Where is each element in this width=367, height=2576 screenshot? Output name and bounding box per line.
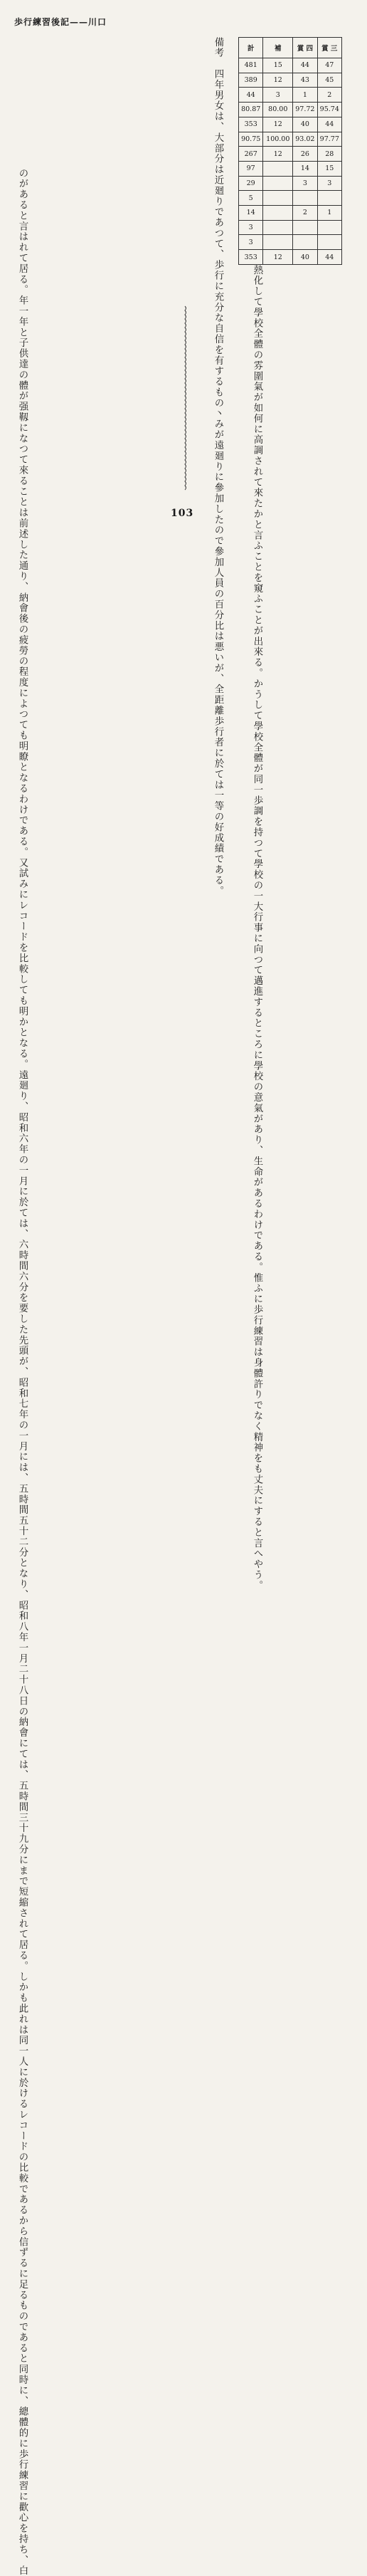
table-row bbox=[239, 206, 342, 221]
table-cell bbox=[263, 176, 293, 191]
column-header: 補 bbox=[263, 38, 293, 58]
table-cell: 97.77 bbox=[317, 132, 341, 147]
table-row bbox=[239, 250, 342, 265]
table-cell: 45 bbox=[317, 73, 341, 88]
table-row bbox=[239, 132, 342, 147]
table-row bbox=[239, 58, 342, 73]
table-row bbox=[239, 88, 342, 103]
running-header: 歩行練習後記——川口 bbox=[14, 17, 107, 27]
table-cell: 5 bbox=[239, 191, 263, 206]
table-cell: 3 bbox=[239, 220, 263, 235]
table-cell: 2 bbox=[317, 88, 341, 103]
table-cell bbox=[263, 206, 293, 221]
table-cell: 389 bbox=[239, 73, 263, 88]
table-row bbox=[239, 220, 342, 235]
wavy-divider bbox=[181, 306, 188, 490]
table-cell: 15 bbox=[317, 161, 341, 176]
table-cell: 1 bbox=[317, 206, 341, 221]
table-row bbox=[239, 176, 342, 191]
table-cell: 14 bbox=[293, 161, 317, 176]
page-number: 103 bbox=[171, 508, 194, 519]
table-cell: 80.00 bbox=[263, 103, 293, 117]
table-cell: 3 bbox=[293, 176, 317, 191]
closing-paragraph: 熱化して學校全體の雰圍氣が如何に高調されて來たかと言ふことを窺ふことが出來る。かうして學校全體が同一歩調を持つて學校の一大行事に向つて邁進するところに學校の意氣があり、生命があるわけである。惟ふに歩行練習は身體許りでなく精神をも丈夫にすると言へやう。 bbox=[252, 265, 262, 1591]
table-cell: 100.00 bbox=[263, 132, 293, 147]
table-cell: 95.74 bbox=[317, 103, 341, 117]
column-header: 賞 三 bbox=[317, 38, 341, 58]
table-row bbox=[239, 73, 342, 88]
table-cell: 267 bbox=[239, 147, 263, 162]
table-cell: 481 bbox=[239, 58, 263, 73]
column-header: 計 bbox=[239, 38, 263, 58]
table-cell: 29 bbox=[239, 176, 263, 191]
table-cell: 44 bbox=[317, 250, 341, 265]
table-row bbox=[239, 103, 342, 117]
table-cell: 1 bbox=[293, 88, 317, 103]
table-cell: 47 bbox=[317, 58, 341, 73]
table-cell: 80.87 bbox=[239, 103, 263, 117]
body-text: のがあると言はれて居る。年一年と子供達の體が强靱になつて來ることは前述した通り、納會後の疲勞の程度によつても明瞭となるわけである。又試みにレコードを比較しても明かとなる。遠廻り、昭和六年の一月に於ては、六時間六分を要した先頭が、昭和七年の一月には、五時間五十二分となり、昭和八年一月二十八日の納會にては、五時間三十九分にまで短縮されて居る。しかも此れは同一人に於けるレコードの比較であるから信ずるに足るものであると同時に、總體的に歩行練習に歡心を持ち、白 bbox=[17, 168, 28, 2576]
table-cell: 12 bbox=[263, 250, 293, 265]
table-row bbox=[239, 235, 342, 250]
table-cell bbox=[293, 191, 317, 206]
table-body bbox=[239, 38, 342, 265]
table-cell: 90.75 bbox=[239, 132, 263, 147]
table-cell: 44 bbox=[293, 58, 317, 73]
table-cell bbox=[317, 220, 341, 235]
table-cell: 93.02 bbox=[293, 132, 317, 147]
table-cell: 353 bbox=[239, 250, 263, 265]
table-cell bbox=[317, 235, 341, 250]
table-cell: 44 bbox=[239, 88, 263, 103]
table-row bbox=[239, 161, 342, 176]
table-cell: 44 bbox=[317, 117, 341, 132]
table-cell bbox=[263, 235, 293, 250]
statistics-table bbox=[238, 37, 342, 265]
table-cell: 97.72 bbox=[293, 103, 317, 117]
remarks-note: 備考 四年男女は、大部分は近廻りであつて、歩行に充分な自信を有するもの丶みが遠廻りに參加したので參加人員の百分比は悪いが、全距離歩行者に於ては一等の好成績である。 bbox=[213, 37, 223, 896]
table-cell: 353 bbox=[239, 117, 263, 132]
table-cell bbox=[293, 235, 317, 250]
table-cell: 14 bbox=[239, 206, 263, 221]
table-cell: 15 bbox=[263, 58, 293, 73]
table-cell: 2 bbox=[293, 206, 317, 221]
table-cell bbox=[293, 220, 317, 235]
table-cell bbox=[263, 191, 293, 206]
table-cell: 40 bbox=[293, 117, 317, 132]
table-cell: 12 bbox=[263, 117, 293, 132]
table-row bbox=[239, 191, 342, 206]
table-cell: 26 bbox=[293, 147, 317, 162]
table-row bbox=[239, 147, 342, 162]
table-cell: 3 bbox=[239, 235, 263, 250]
column-header: 賞 四 bbox=[293, 38, 317, 58]
table-cell: 12 bbox=[263, 147, 293, 162]
table-cell: 3 bbox=[263, 88, 293, 103]
table-header-row bbox=[239, 38, 342, 58]
table-cell: 12 bbox=[263, 73, 293, 88]
table-cell: 43 bbox=[293, 73, 317, 88]
table-cell bbox=[317, 191, 341, 206]
table-row bbox=[239, 117, 342, 132]
table-cell: 97 bbox=[239, 161, 263, 176]
table-cell: 40 bbox=[293, 250, 317, 265]
table-cell bbox=[263, 220, 293, 235]
table-cell bbox=[263, 161, 293, 176]
table-cell: 3 bbox=[317, 176, 341, 191]
table-cell: 28 bbox=[317, 147, 341, 162]
